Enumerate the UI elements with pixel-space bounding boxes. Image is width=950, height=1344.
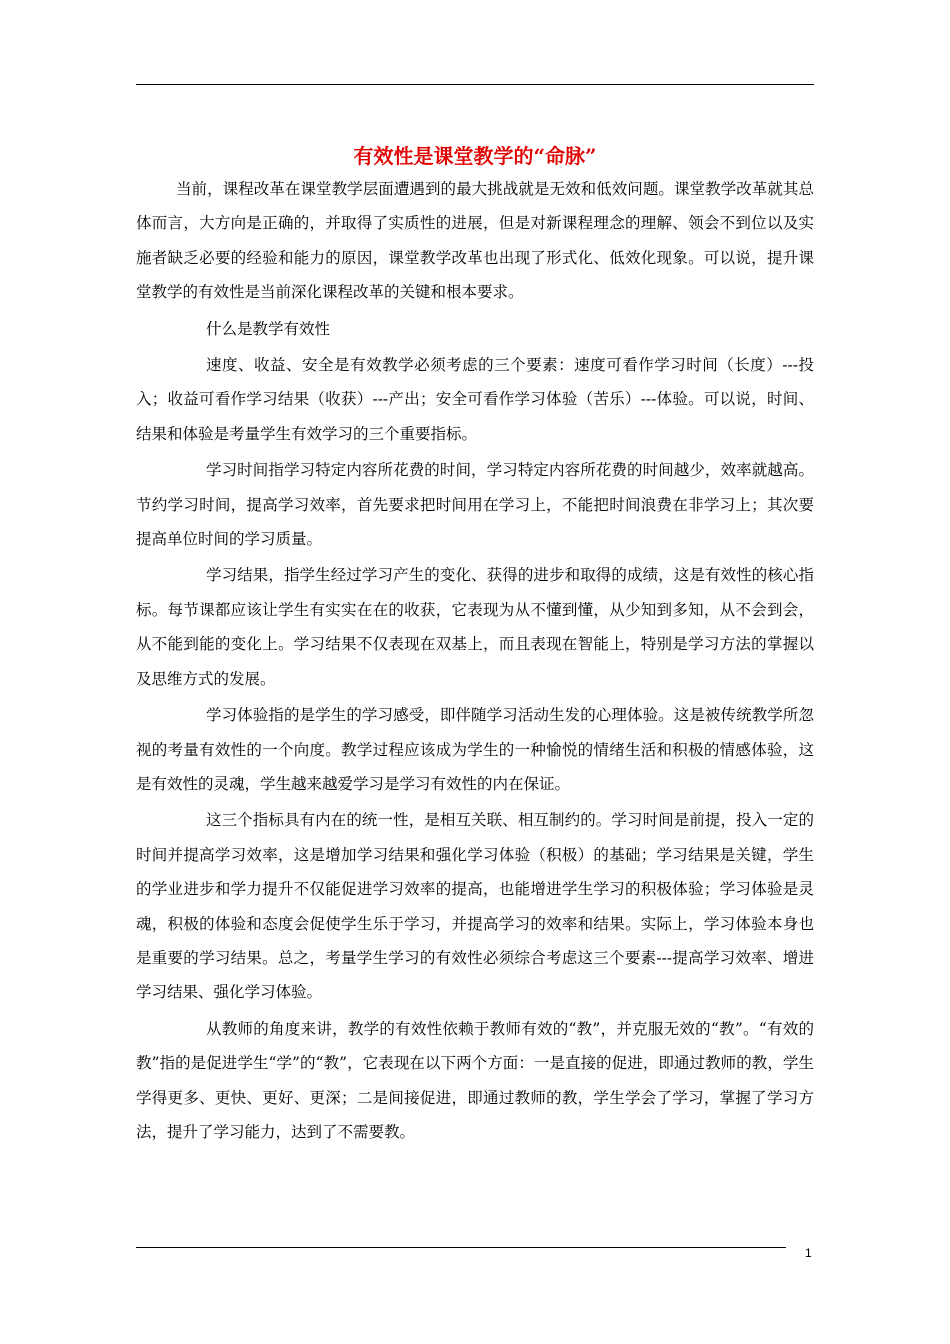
header-rule (136, 84, 814, 85)
paragraph-experience: 学习体验指的是学生的学习感受，即伴随学习活动生发的心理体验。这是被传统教学所忽视的考量有效性的一个向度。教学过程应该成为学生的一种愉悦的情绪生活和积极的情感体验，这是有效性的灵魂，学生越来越爱学习是学习有效性的内在保证。 (136, 706, 814, 793)
document-title: 有效性是课堂教学的“命脉” (353, 144, 597, 168)
paragraph-time: 学习时间指学习特定内容所花费的时间，学习特定内容所花费的时间越少，效率就越高。节约学习时间，提高学习效率，首先要求把时间用在学习上，不能把时间浪费在非学习上；其次要提高单位时间的学习质量。 (136, 461, 814, 549)
paragraph-unity: 这三个指标具有内在的统一性，是相互关联、相互制约的。学习时间是前提，投入一定的时间并提高学习效率，这是增加学习结果和强化学习体验（积极）的基础；学习结果是关键，学生的学业进步和学力提升不仅能促进学习效率的提高，也能增进学生学习的积极体验；学习体验是灵魂，积极的体验和态度会促使学生乐于学习，并提高学习的效率和结果。实际上，学习体验本身也是重要的学习结果。总之，考量学生学习的有效性必须综合考虑这三个要素---提高学习效率、增进学习结果、强化学习体验。 (136, 811, 814, 1002)
paragraph-intro: 当前，课程改革在课堂教学层面遭遇到的最大挑战就是无效和低效问题。课堂教学改革就其总体而言，大方向是正确的，并取得了实质性的进展，但是对新课程理念的理解、领会不到位以及实施者缺乏必要的经验和能力的原因，课堂教学改革也出现了形式化、低效化现象。可以说，提升课堂教学的有效性是当前深化课程改革的关键和根本要求。 (136, 180, 814, 302)
section-heading: 什么是教学有效性 (206, 319, 331, 338)
paragraph-teacher: 从教师的角度来讲，教学的有效性依赖于教师有效的“教”，并克服无效的“教”。“有效的教”指的是促进学生“学”的“教”，它表现在以下两个方面：一是直接的促进，即通过教师的教，学生学得更多、更快、更好、更深；二是间接促进，即通过教师的教，学生学会了学习，掌握了学习方法，提升了学习能力，达到了不需要教。 (136, 1019, 814, 1141)
page-number: 1 (805, 1246, 812, 1260)
footer-rule (136, 1247, 786, 1248)
paragraph-result: 学习结果，指学生经过学习产生的变化、获得的进步和取得的成绩，这是有效性的核心指标。每节课都应该让学生有实实在在的收获，它表现为从不懂到懂，从少知到多知，从不会到会，从不能到能的变化上。学习结果不仅表现在双基上，而且表现在智能上，特别是学习方法的掌握以及思维方式的发展。 (136, 566, 814, 688)
document-body (136, 172, 814, 1149)
paragraph-factors: 速度、收益、安全是有效教学必须考虑的三个要素：速度可看作学习时间（长度）---投入；收益可看作学习结果（收获）---产出；安全可看作学习体验（苦乐）---体验。可以说，时间、结果和体验是考量学生有效学习的三个重要指标。 (136, 356, 814, 443)
